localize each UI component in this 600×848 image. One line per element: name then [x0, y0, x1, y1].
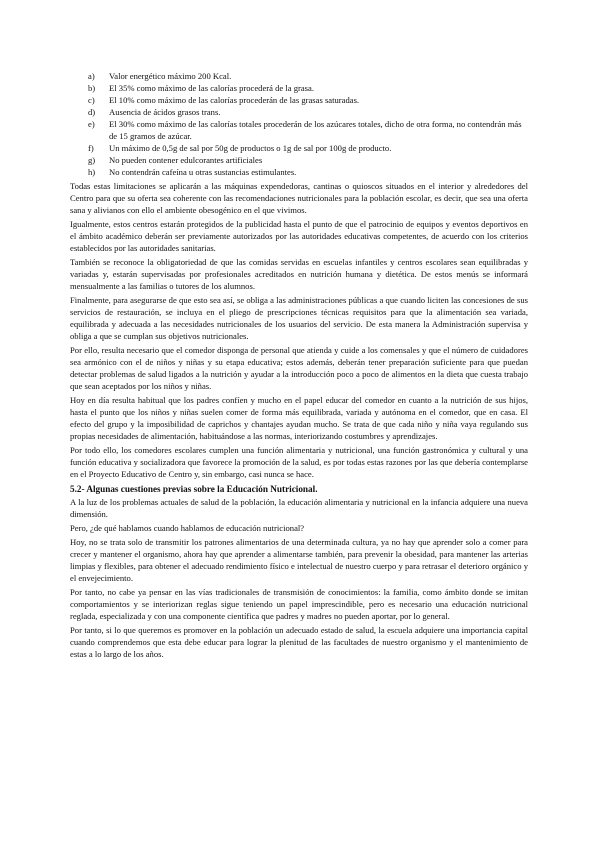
list-item-text: El 10% como máximo de las calorías procederán de las grasas saturadas. [109, 95, 360, 105]
document-page [70, 70, 528, 662]
section-heading: 5.2- Algunas cuestiones previas sobre la Educación Nutricional. [70, 484, 318, 494]
list-marker: g) [88, 155, 96, 165]
list-item-text: El 30% como máximo de las calorías totales procederán de los azúcares totales, dicho de otra forma, no contendrán más de 15 gramos de azúcar. [109, 119, 522, 141]
list-item-text: No contendrán cafeína u otras sustancias estimulantes. [109, 167, 297, 177]
body-paragraph: Hoy, no se trata solo de transmitir los patrones alimentarios de una determinada cultura, ya no hay que aprender solo a comer para crecer y mantener el organismo, ahora hay que aprender a alimentarse también, para prevenir la obesidad, para mantener las arterias limpias y flexibles, para obtener el adecuado rendimiento físico e intelectual de nuestro cuerpo y para retrasar el deterioro orgánico y el envejecimiento. [70, 537, 528, 583]
body-paragraph: Por ello, resulta necesario que el comedor disponga de personal que atienda y cuide a los comensales y que el número de cuidadores sea armónico con el de niños y niñas y su etapa educativa; estos además, deberán tener preparación suficiente para que puedan detectar problemas de salud ligados a la nutrición y ayudar a la introducción poco a poco de alimentos en la dieta que cuesta trabajo que sean aceptados por los niños y niñas. [70, 345, 528, 391]
list-marker: f) [88, 143, 94, 153]
list-marker: b) [88, 83, 96, 93]
body-paragraph: Hoy en día resulta habitual que los padres confíen y mucho en el papel educar del comedor en cuanto a la nutrición de sus hijos, hasta el punto que los niños y niñas suelen comer de forma más equilibrada, variada y autónoma en el comedor, que en casa. El efecto del grupo y la imposibilidad de caprichos y chantajes ayudan mucho. Se trata de que cada niño y niña vaya regulando sus propias necesidades de alimentación, habituándose a las normas, interiorizando costumbres y aprendizajes. [70, 395, 528, 441]
body-paragraph: Pero, ¿de qué hablamos cuando hablamos de educación nutricional? [70, 523, 305, 533]
list-marker: a) [88, 71, 95, 81]
list-marker: d) [88, 107, 96, 117]
list-item-text: Ausencia de ácidos grasos trans. [109, 107, 221, 117]
list-item-text: El 35% como máximo de las calorías procederá de la grasa. [109, 83, 314, 93]
list-item [70, 106, 528, 118]
list-item [70, 118, 528, 142]
list-item [70, 154, 528, 166]
list-item-text: Un máximo de 0,5g de sal por 50g de productos o 1g de sal por 100g de producto. [109, 143, 392, 153]
list-item [70, 70, 528, 82]
list-item [70, 82, 528, 94]
list-marker: c) [88, 95, 95, 105]
list-item [70, 142, 528, 154]
body-paragraph: Igualmente, estos centros estarán protegidos de la publicidad hasta el punto de que el patrocinio de equipos y eventos deportivos en el ámbito académico deberán ser previamente autorizados por las autoridades educativas competentes, de acuerdo con los criterios establecidos por las autoridades sanitarias. [70, 219, 528, 253]
body-paragraph: Todas estas limitaciones se aplicarán a las máquinas expendedoras, cantinas o quioscos situados en el interior y alrededores del Centro para que su oferta sea coherente con las recomendaciones nutricionales para la población escolar, es decir, que sea una oferta sana y alivianos con ello el ambiente obesogénico en el que vivimos. [70, 181, 528, 215]
body-paragraph: Por todo ello, los comedores escolares cumplen una función alimentaria y nutricional, una función gastronómica y cultural y una función educativa y socializadora que favorece la promoción de la salud, es por todas estas razones por las que debería contemplarse en el Proyecto Educativo de Centro y, sin embargo, casi nunca se hace. [70, 445, 528, 479]
body-paragraph: A la luz de los problemas actuales de salud de la población, la educación alimentaria y nutricional en la infancia adquiere una nueva dimensión. [70, 497, 528, 519]
body-paragraph: Por tanto, si lo que queremos es promover en la población un adecuado estado de salud, la escuela adquiere una importancia capital cuando comprendemos que esta debe educar para lograr la plenitud de las facultades de nuestro organismo y el mantenimiento de estas a lo largo de los años. [70, 625, 528, 659]
list-marker: h) [88, 167, 96, 177]
list-marker: e) [88, 119, 95, 129]
body-paragraph: También se reconoce la obligatoriedad de que las comidas servidas en escuelas infantiles y centros escolares sean equilibradas y variadas y, estarán supervisadas por profesionales acreditados en nutrición humana y dietética. De estos menús se informará mensualmente a las familias o tutores de los alumnos. [70, 257, 528, 291]
body-paragraph: Por tanto, no cabe ya pensar en las vías tradicionales de transmisión de conocimientos: la familia, como ámbito donde se imitan comportamientos y se interiorizan reglas sigue teniendo un papel imprescindible, pero es necesario una educación nutricional reglada, especializada y con una componente científica que padres y madres no pueden aportar, por lo general. [70, 587, 528, 621]
list-item-text: No pueden contener edulcorantes artificiales [109, 155, 263, 165]
list-item-text: Valor energético máximo 200 Kcal. [109, 71, 232, 81]
list-item [70, 94, 528, 106]
body-paragraph: Finalmente, para asegurarse de que esto sea así, se obliga a las administraciones públicas a que cuando liciten las concesiones de sus servicios de restauración, se incluya en el pliego de prescripciones técnicas requisitos para que la alimentación sea variada, equilibrada y adecuada a las necesidades nutricionales de los usuarios del servicio. De esta manera la Administración supervisa y obliga a que se cumplan sus objetivos nutricionales. [70, 295, 528, 341]
list-item [70, 166, 528, 178]
nutrition-criteria-list [70, 70, 528, 178]
